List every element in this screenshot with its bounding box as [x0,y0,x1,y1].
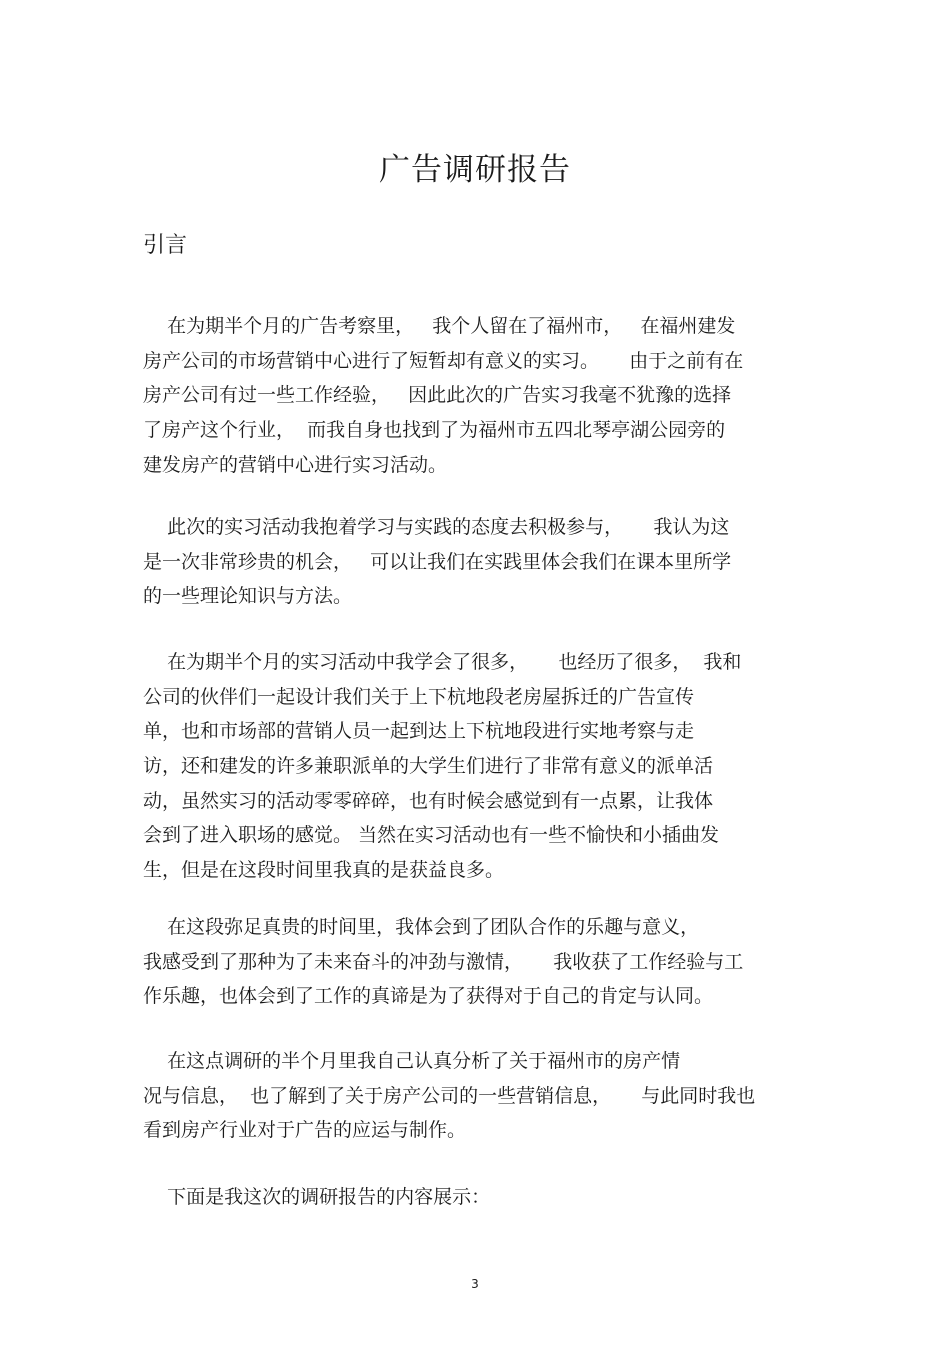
paragraph-line: 下面是我这次的调研报告的内容展示： [143,1186,491,1208]
paragraph-line: 我感受到了那种为了未来奋斗的冲劲与激情， 我收获了工作经验与工 [143,950,744,973]
paragraph-line: 建发房产的营销中心进行实习活动。 [143,453,448,476]
paragraph-line: 公司的伙伴们一起设计我们关于上下杭地段老房屋拆迁的广告宣传 [143,685,695,708]
paragraph-line: 看到房产行业对于广告的应运与制作。 [143,1119,467,1142]
paragraph-line: 在这点调研的半个月里我自己认真分析了关于福州市的房产情 [143,1050,681,1072]
paragraph-line: 房产公司的市场营销中心进行了短暂却有意义的实习。 由于之前有在 [143,349,744,372]
paragraph-4 [143,910,805,1014]
paragraph-line: 了房产这个行业， 而我自身也找到了为福州市五四北琴亭湖公园旁的 [143,419,726,442]
paragraph-1 [143,309,805,482]
paragraph-2 [143,510,805,614]
paragraph-line: 的一些理论知识与方法。 [143,585,353,608]
paragraph-line: 在这段弥足真贵的时间里，我体会到了团队合作的乐趣与意义， [143,916,700,938]
paragraph-line: 访，还和建发的许多兼职派单的大学生们进行了非常有意义的派单活 [143,755,714,778]
page-number: 3 [471,1277,479,1291]
paragraph-line: 是一次非常珍贵的机会， 可以让我们在实践里体会我们在课本里所学 [143,550,732,573]
paragraph-line: 在为期半个月的实习活动中我学会了很多， 也经历了很多， 我和 [143,651,742,673]
paragraph-line: 生，但是在这段时间里我真的是获益良多。 [143,859,505,882]
document-title: 广告调研报告 [379,152,571,188]
paragraph-line: 作乐趣，也体会到了工作的真谛是为了获得对于自己的肯定与认同。 [143,985,714,1008]
paragraph-line: 会到了进入职场的感觉。 当然在实习活动也有一些不愉快和小插曲发 [143,824,720,847]
paragraph-3 [143,645,805,888]
section-heading-introduction: 引言 [143,233,188,258]
paragraph-6 [143,1180,805,1215]
paragraph-line: 单，也和市场部的营销人员一起到达上下杭地段进行实地考察与走 [143,720,695,743]
paragraph-line: 况与信息， 也了解到了关于房产公司的一些营销信息， 与此同时我也 [143,1084,756,1107]
paragraph-5 [143,1044,805,1148]
paragraph-line: 在为期半个月的广告考察里， 我个人留在了福州市， 在福州建发 [143,315,736,337]
paragraph-line: 此次的实习活动我抱着学习与实践的态度去积极参与， 我认为这 [143,516,730,538]
paragraph-line: 房产公司有过一些工作经验， 因此此次的广告实习我毫不犹豫的选择 [143,384,732,407]
paragraph-line: 动，虽然实习的活动零零碎碎，也有时候会感觉到有一点累，让我体 [143,789,714,812]
